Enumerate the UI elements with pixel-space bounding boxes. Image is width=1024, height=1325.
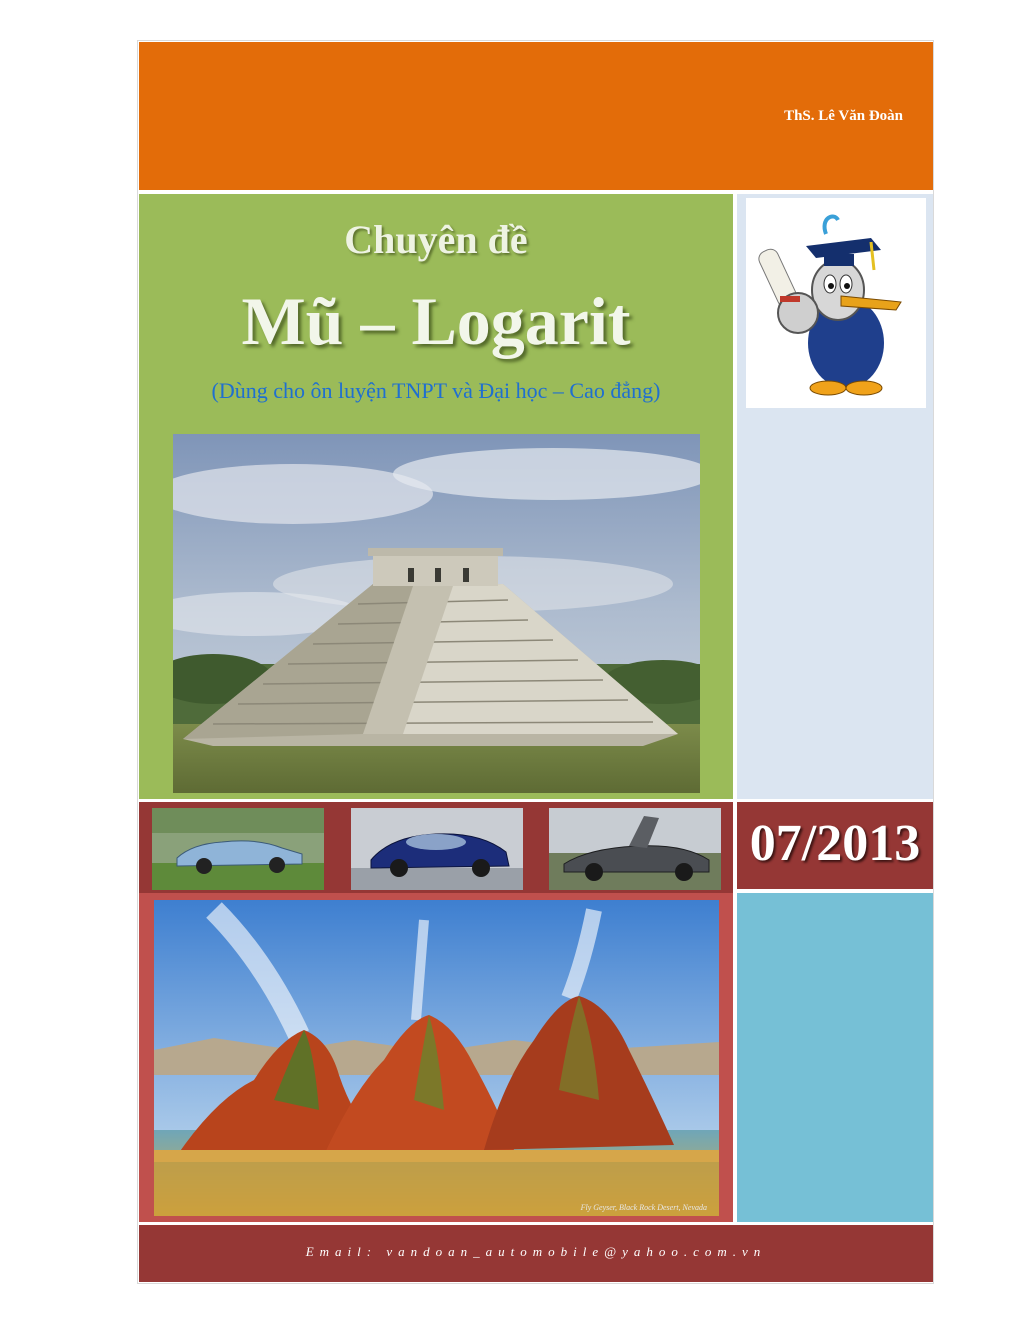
car-thumbnail-blue xyxy=(351,808,523,890)
mascot-card xyxy=(746,198,926,408)
bottom-photo-frame xyxy=(139,893,733,1222)
header-band xyxy=(139,42,933,190)
side-panel-bottom xyxy=(737,893,933,1222)
issue-date: 07/2013 xyxy=(749,815,921,872)
side-panel-top xyxy=(737,194,933,799)
title-kicker: Chuyên đề xyxy=(344,217,528,262)
subtitle: (Dùng cho ôn luyện TNPT và Đại học – Cao đẳng) xyxy=(211,378,661,403)
car-thumbnail-strip xyxy=(139,802,733,893)
geyser-photo xyxy=(154,900,719,1216)
email-contact: Email: vandoan_automobile@yahoo.com.vn xyxy=(305,1244,767,1259)
car-thumbnail-gray xyxy=(549,808,721,890)
photo-credit: Fly Geyser, Black Rock Desert, Nevada xyxy=(580,1203,707,1212)
pyramid-photo xyxy=(173,434,700,793)
graduate-penguin-icon xyxy=(746,198,926,408)
title-panel xyxy=(139,194,733,799)
main-title: Mũ – Logarit xyxy=(241,283,631,359)
car-thumbnail-silver xyxy=(152,808,324,890)
date-panel xyxy=(737,802,933,889)
author-name: ThS. Lê Văn Đoàn xyxy=(784,108,903,124)
footer-band xyxy=(139,1225,933,1282)
